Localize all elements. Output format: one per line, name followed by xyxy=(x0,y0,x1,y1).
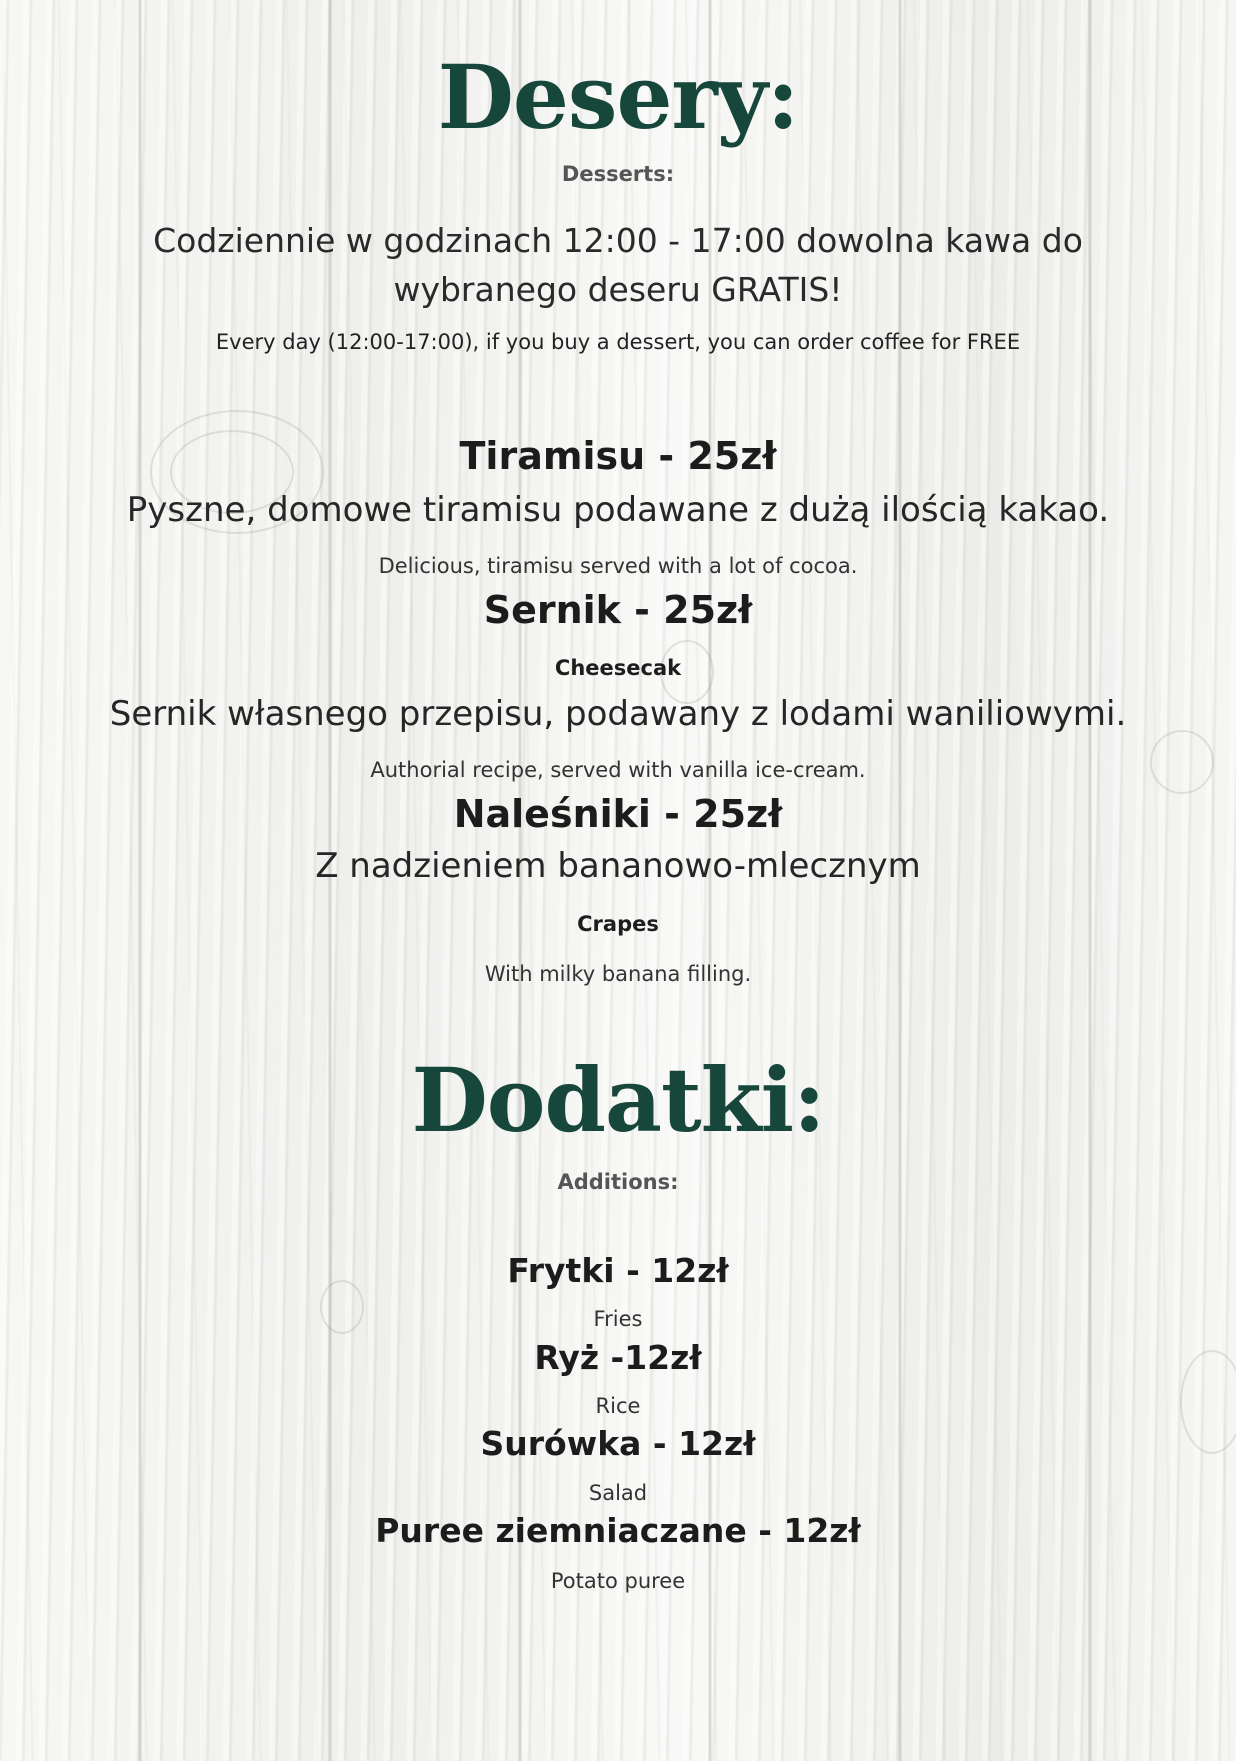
dessert-desc-pl-tiramisu: Pyszne, domowe tiramisu podawane z dużą ilością kakao. xyxy=(126,490,1110,530)
dessert-name-en-nalesniki: Crapes xyxy=(577,912,659,936)
addition-name-puree: Puree ziemniaczane - 12zł xyxy=(375,1511,861,1550)
promo-text-line2: wybranego deseru GRATIS! xyxy=(393,270,843,309)
addition-name-fries: Frytki - 12zł xyxy=(507,1251,729,1290)
addition-name-en-puree: Potato puree xyxy=(550,1569,686,1593)
dessert-name-tiramisu: Tiramisu - 25zł xyxy=(459,434,777,478)
dessert-desc-en-nalesniki: With milky banana filling. xyxy=(484,962,752,986)
addition-name-en-rice: Rice xyxy=(595,1394,641,1418)
dessert-name-nalesniki: Naleśniki - 25zł xyxy=(453,792,783,836)
promo-text-en: Every day (12:00-17:00), if you buy a dessert, you can order coffee for FREE xyxy=(215,330,1021,354)
dessert-name-en-sernik: Cheesecak xyxy=(554,656,682,680)
dessert-desc-pl-nalesniki: Z nadzieniem bananowo-mlecznym xyxy=(315,846,921,886)
addition-name-en-fries: Fries xyxy=(593,1307,643,1331)
dessert-name-sernik: Sernik - 25zł xyxy=(483,588,753,632)
addition-name-salad: Surówka - 12zł xyxy=(480,1424,756,1463)
addition-name-rice: Ryż -12zł xyxy=(534,1338,702,1377)
desserts-title: Desery: xyxy=(437,45,799,149)
additions-subtitle: Additions: xyxy=(557,1170,679,1194)
addition-name-en-salad: Salad xyxy=(588,1481,648,1505)
dessert-desc-pl-sernik: Sernik własnego przepisu, podawany z lodami waniliowymi. xyxy=(109,694,1127,734)
additions-title: Dodatki: xyxy=(411,1048,825,1152)
dessert-desc-en-tiramisu: Delicious, tiramisu served with a lot of cocoa. xyxy=(378,554,858,578)
desserts-subtitle: Desserts: xyxy=(561,162,675,186)
dessert-desc-en-sernik: Authorial recipe, served with vanilla ice-cream. xyxy=(370,758,866,782)
promo-text-line1: Codziennie w godzinach 12:00 - 17:00 dowolna kawa do xyxy=(153,221,1083,260)
